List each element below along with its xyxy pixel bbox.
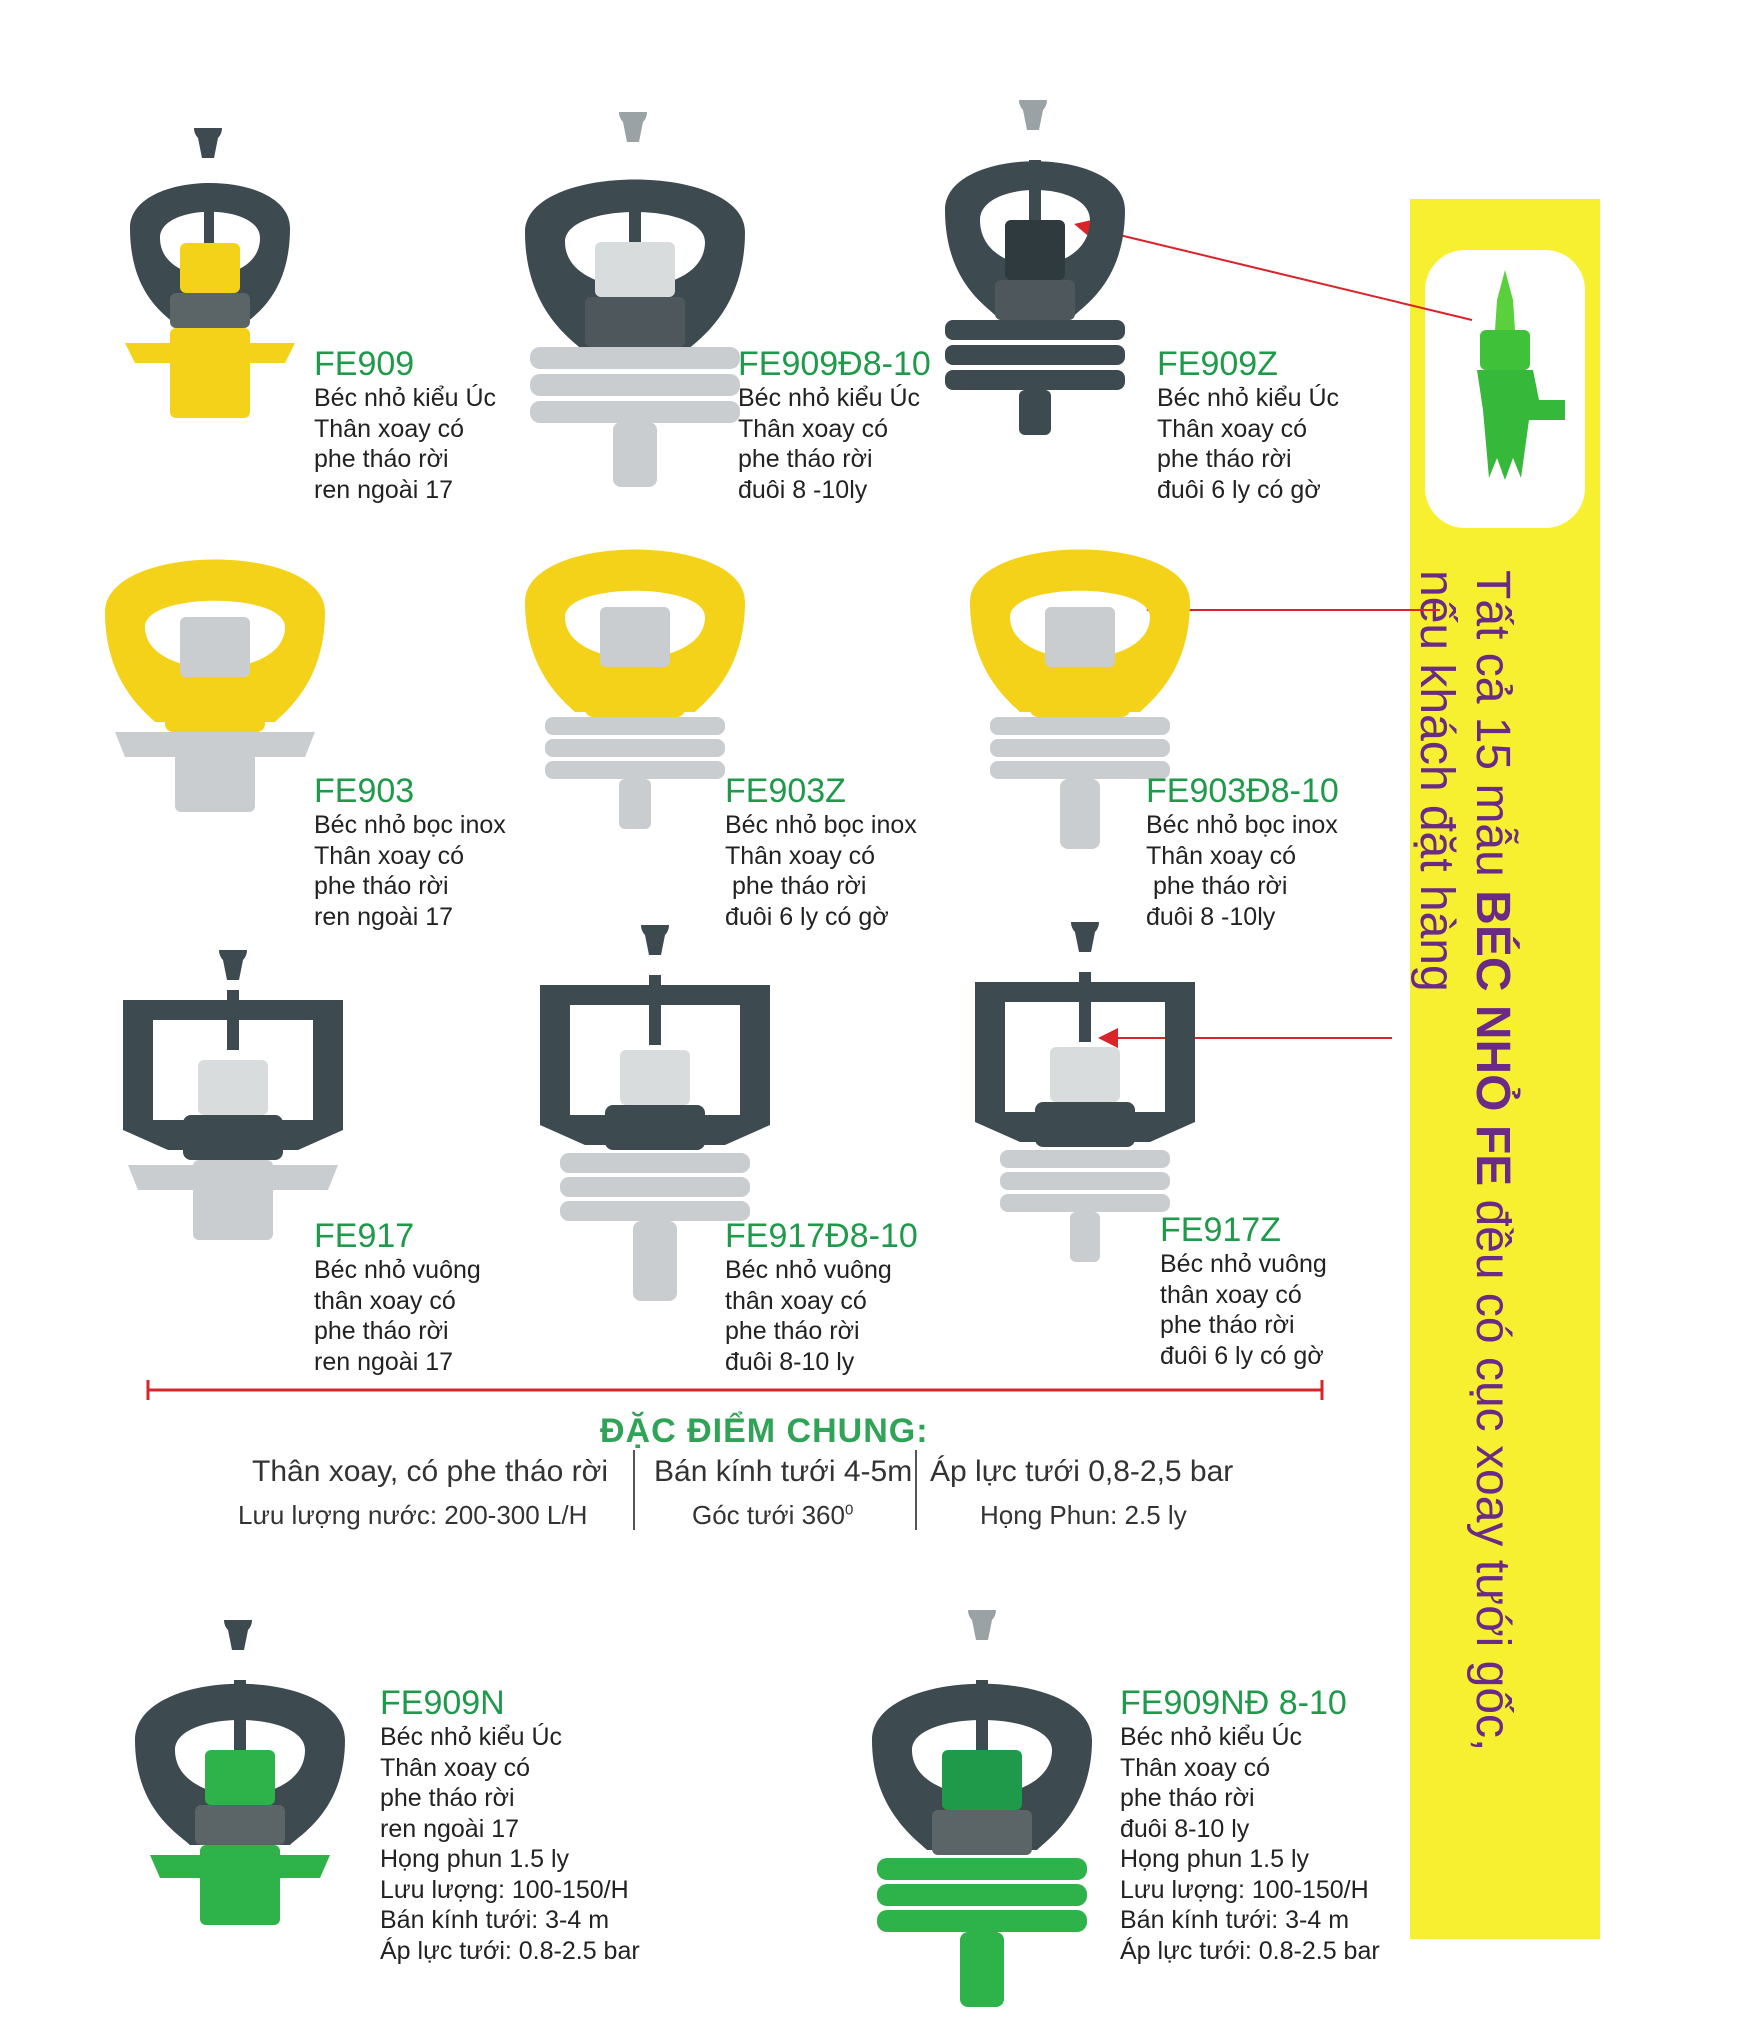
spec-radius: Bán kính tưới 4-5m (654, 1455, 913, 1488)
product-code-fe909nd8-10: FE909NĐ 8-10 (1120, 1684, 1347, 1722)
product-code-fe917: FE917 (314, 1217, 415, 1255)
product-code-fe903z: FE903Z (725, 772, 846, 810)
banner-line1-bold: BÉC NHỎ FE (1466, 890, 1519, 1187)
fe909n-sprinkler-image (125, 1620, 355, 1930)
fe903-sprinkler-image (95, 532, 335, 817)
banner-line1-suffix: đều có cục xoay tưới gốc, (1466, 1186, 1519, 1752)
spec-body-detachable: Thân xoay, có phe tháo rời (252, 1455, 608, 1488)
product-code-fe909z: FE909Z (1157, 345, 1278, 383)
fe903z-sprinkler-image (515, 522, 755, 832)
spec-pressure: Áp lực tưới 0,8-2,5 bar (930, 1455, 1234, 1488)
fe909d8-10-sprinkler-image (515, 112, 755, 492)
spec-flow-rate: Lưu lượng nước: 200-300 L/H (238, 1500, 588, 1530)
product-desc-fe909z: Béc nhỏ kiểu Úc Thân xoay có phe tháo rời đuôi 6 ly có gờ (1157, 384, 1340, 504)
product-code-fe903: FE903 (314, 772, 415, 810)
spec-nozzle: Họng Phun: 2.5 ly (980, 1500, 1187, 1530)
product-code-fe909d8-10: FE909Đ8-10 (738, 345, 931, 383)
product-desc-fe909: Béc nhỏ kiểu Úc Thân xoay có phe tháo rời ren ngoài 17 (314, 384, 497, 504)
product-desc-fe903d8-10: Béc nhỏ bọc inox Thân xoay có phe tháo rời đuôi 8 -10ly (1146, 811, 1338, 931)
spec-angle: Góc tưới $360^0$ (692, 1500, 854, 1530)
product-desc-fe909n: Béc nhỏ kiểu Úc Thân xoay có phe tháo rời ren ngoài 17 Họng phun 1.5 ly Lưu lượng: 100-150/H Bán kính tưới: 3-4 m Áp lực tưới: 0.8-2.5 bar (380, 1723, 640, 1965)
product-desc-fe909nd8-10: Béc nhỏ kiểu Úc Thân xoay có phe tháo rời đuôi 8-10 ly Họng phun 1.5 ly Lưu lượng: 100-150/H Bán kính tưới: 3-4 m Áp lực tưới: 0.8-2.5 bar (1120, 1723, 1380, 1965)
fe917-sprinkler-image (118, 950, 348, 1250)
product-code-fe909n: FE909N (380, 1684, 505, 1722)
fe909z-sprinkler-image (925, 100, 1145, 440)
banner-line2: nếu khách đặt hàng (1410, 570, 1463, 992)
product-desc-fe903: Béc nhỏ bọc inox Thân xoay có phe tháo rời ren ngoài 17 (314, 811, 506, 931)
product-code-fe917d8-10: FE917Đ8-10 (725, 1217, 918, 1255)
product-desc-fe917z: Béc nhỏ vuông thân xoay có phe tháo rời đuôi 6 ly có gờ (1160, 1250, 1327, 1370)
product-desc-fe909d8-10: Béc nhỏ kiểu Úc Thân xoay có phe tháo rời đuôi 8 -10ly (738, 384, 921, 504)
product-code-fe903d8-10: FE903Đ8-10 (1146, 772, 1339, 810)
product-desc-fe917: Béc nhỏ vuông thân xoay có phe tháo rời ren ngoài 17 (314, 1256, 481, 1376)
fe909nd8-10-sprinkler-image (862, 1610, 1102, 2010)
product-desc-fe903z: Béc nhỏ bọc inox Thân xoay có phe tháo rời đuôi 6 ly có gờ (725, 811, 917, 931)
product-code-fe909: FE909 (314, 345, 415, 383)
common-specs-heading: ĐẶC ĐIỂM CHUNG: (600, 1412, 929, 1450)
banner-line1-prefix: Tất cả 15 mẫu (1466, 570, 1519, 891)
fe909-sprinkler-image (100, 128, 320, 428)
product-code-fe917z: FE917Z (1160, 1211, 1281, 1249)
product-desc-fe917d8-10: Béc nhỏ vuông thân xoay có phe tháo rời đuôi 8-10 ly (725, 1256, 892, 1376)
